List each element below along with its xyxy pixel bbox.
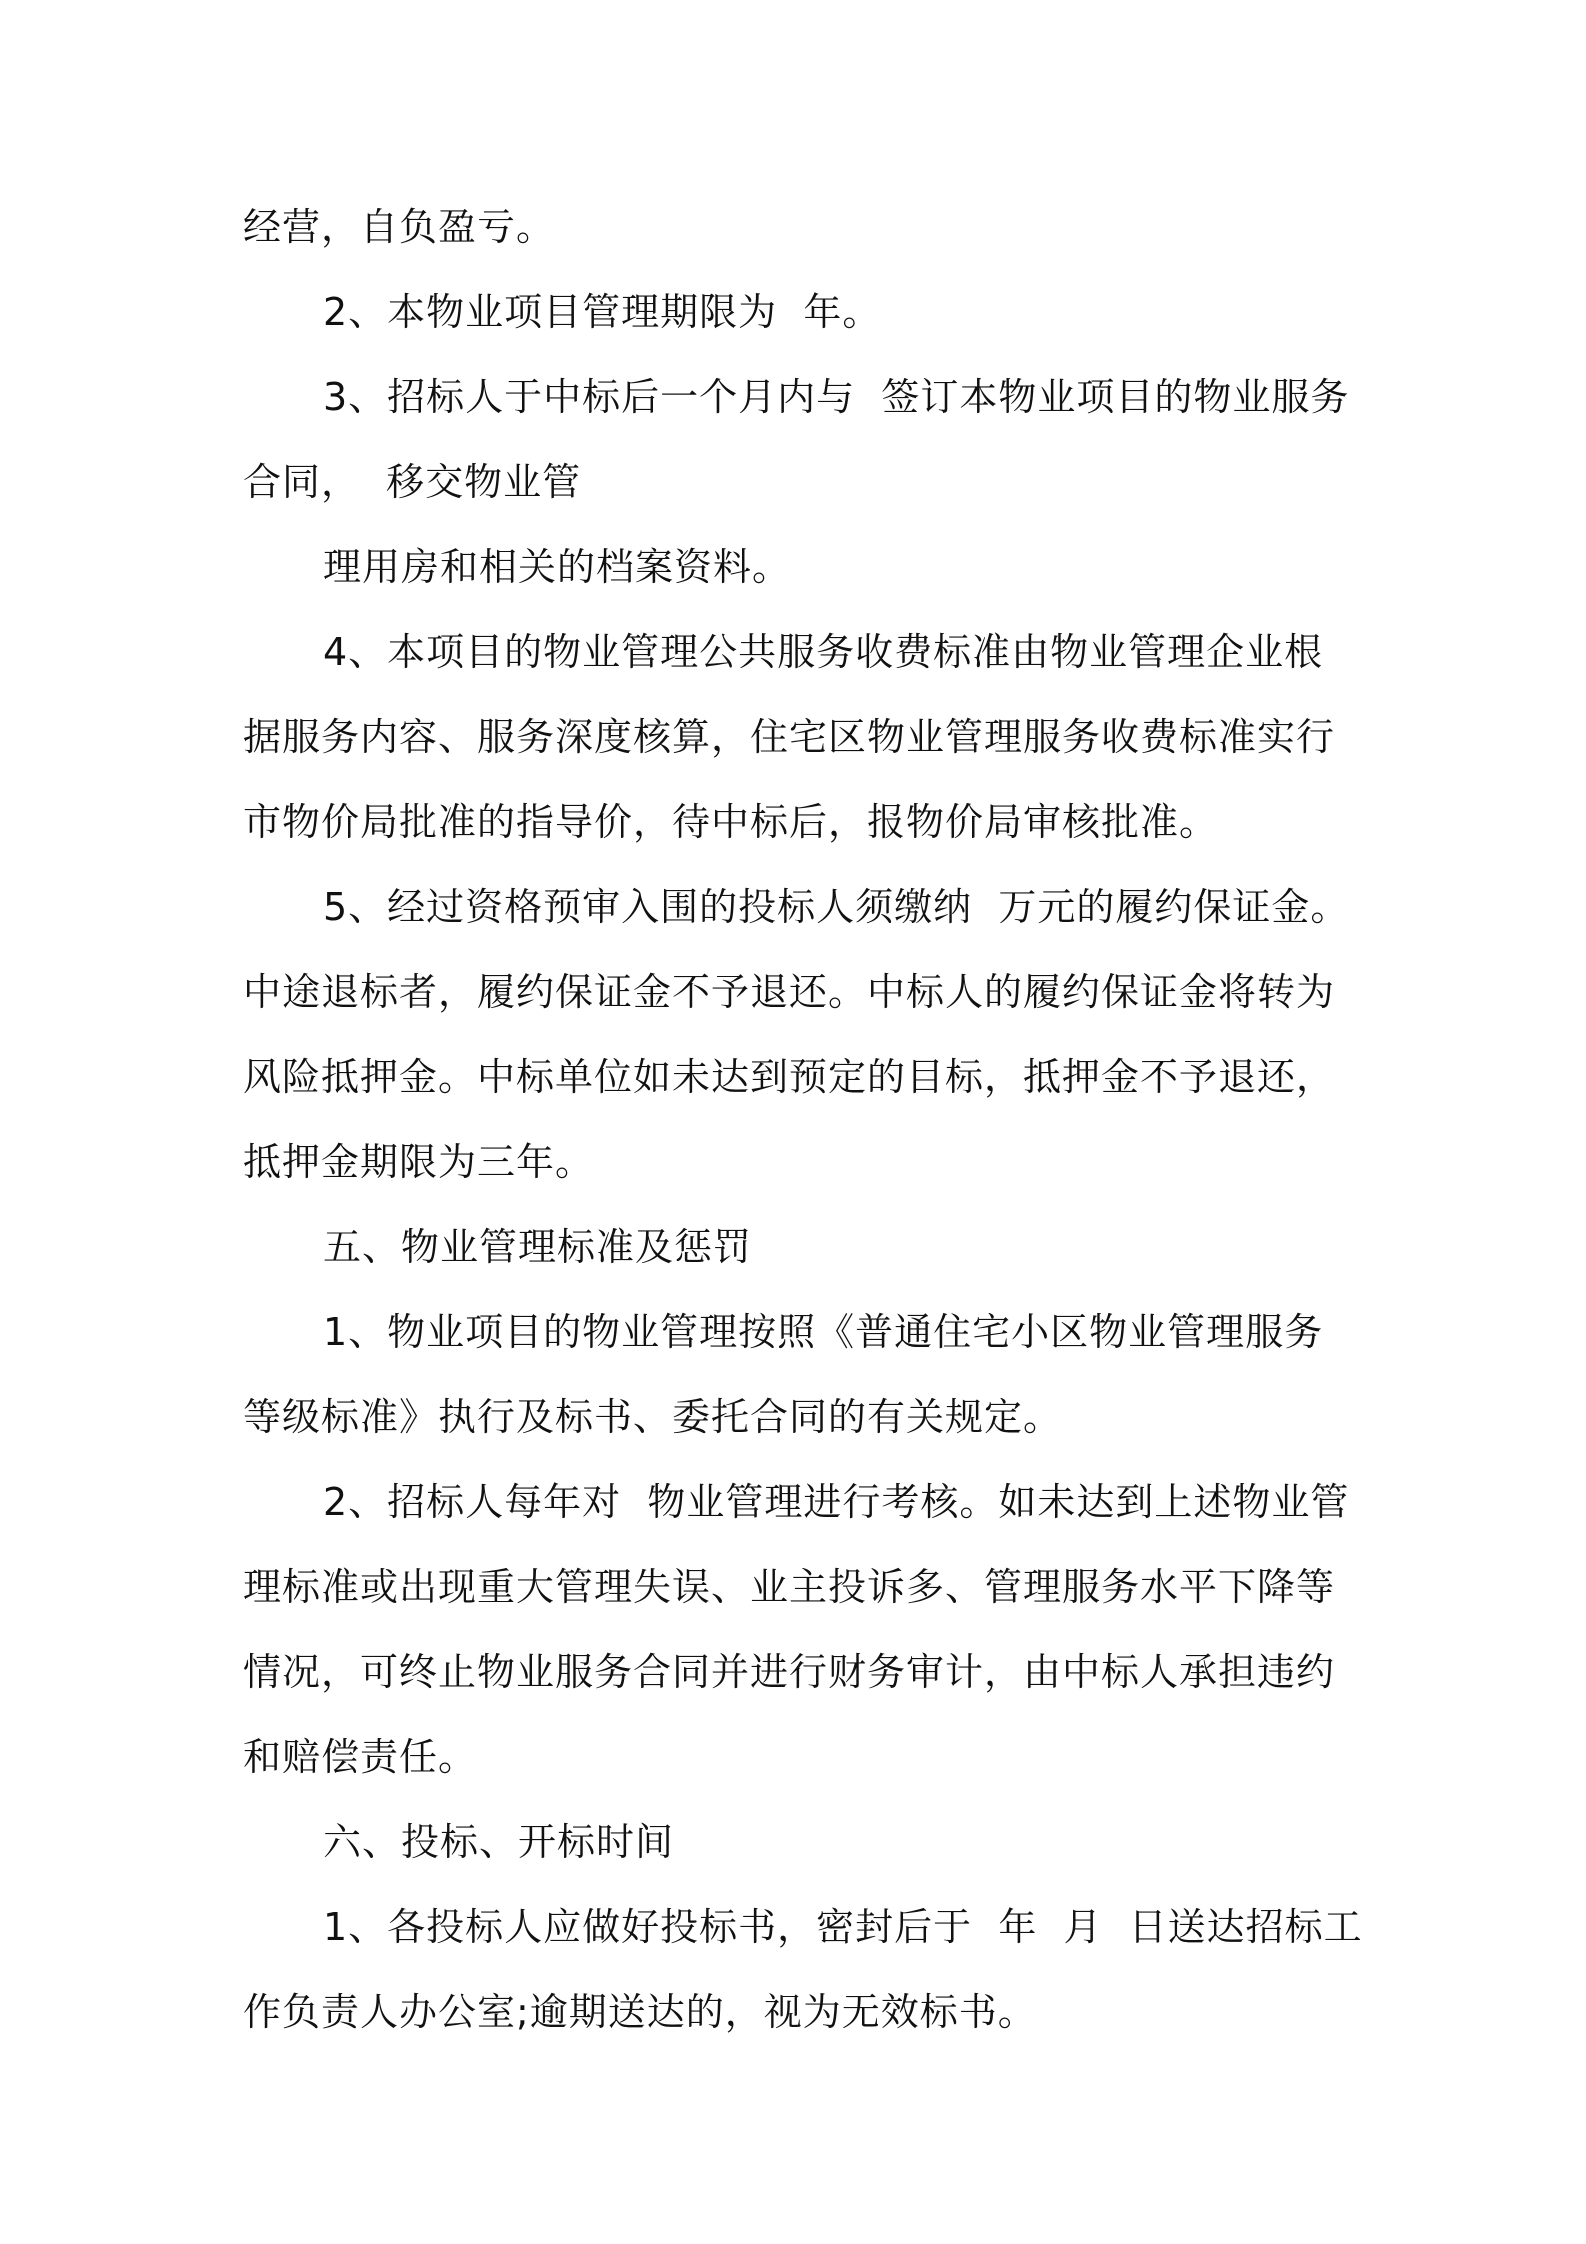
text-line-3: 3、招标人于中标后一个月内与 签订本物业项目的物业服务 bbox=[323, 375, 1350, 419]
text-line-2: 2、本物业项目管理期限为 年。 bbox=[323, 290, 882, 334]
text-line-10: 中途退标者，履约保证金不予退还。中标人的履约保证金将转为 bbox=[243, 970, 1336, 1014]
text-line-18: 情况，可终止物业服务合同并进行财务审计，由中标人承担违约 bbox=[243, 1650, 1336, 1694]
text-line-17: 理标准或出现重大管理失误、业主投诉多、管理服务水平下降等 bbox=[243, 1565, 1336, 1609]
text-line-22: 作负责人办公室;逾期送达的，视为无效标书。 bbox=[243, 1990, 1037, 2034]
text-line-8: 市物价局批准的指导价，待中标后，报物价局审核批准。 bbox=[243, 800, 1219, 844]
text-line-21: 1、各投标人应做好投标书，密封后于 年 月 日送达招标工 bbox=[323, 1905, 1363, 1949]
text-line-5: 理用房和相关的档案资料。 bbox=[323, 545, 792, 589]
text-line-1: 经营，自负盈亏。 bbox=[243, 205, 556, 249]
text-line-12: 抵押金期限为三年。 bbox=[243, 1140, 595, 1184]
text-line-16: 2、招标人每年对 物业管理进行考核。如未达到上述物业管 bbox=[323, 1480, 1350, 1524]
text-line-19: 和赔偿责任。 bbox=[243, 1735, 478, 1779]
text-line-14: 1、物业项目的物业管理按照《普通住宅小区物业管理服务 bbox=[323, 1310, 1324, 1354]
text-line-6: 4、本项目的物业管理公共服务收费标准由物业管理企业根 bbox=[323, 630, 1324, 674]
text-line-7: 据服务内容、服务深度核算，住宅区物业管理服务收费标准实行 bbox=[243, 715, 1336, 759]
text-line-4: 合同， 移交物业管 bbox=[243, 460, 582, 504]
text-line-9: 5、经过资格预审入围的投标人须缴纳 万元的履约保证金。 bbox=[323, 885, 1350, 929]
section-heading-6: 六、投标、开标时间 bbox=[323, 1820, 675, 1864]
text-line-11: 风险抵押金。中标单位如未达到预定的目标，抵押金不予退还， bbox=[243, 1055, 1336, 1099]
section-heading-5: 五、物业管理标准及惩罚 bbox=[323, 1225, 753, 1269]
text-line-15: 等级标准》执行及标书、委托合同的有关规定。 bbox=[243, 1395, 1063, 1439]
